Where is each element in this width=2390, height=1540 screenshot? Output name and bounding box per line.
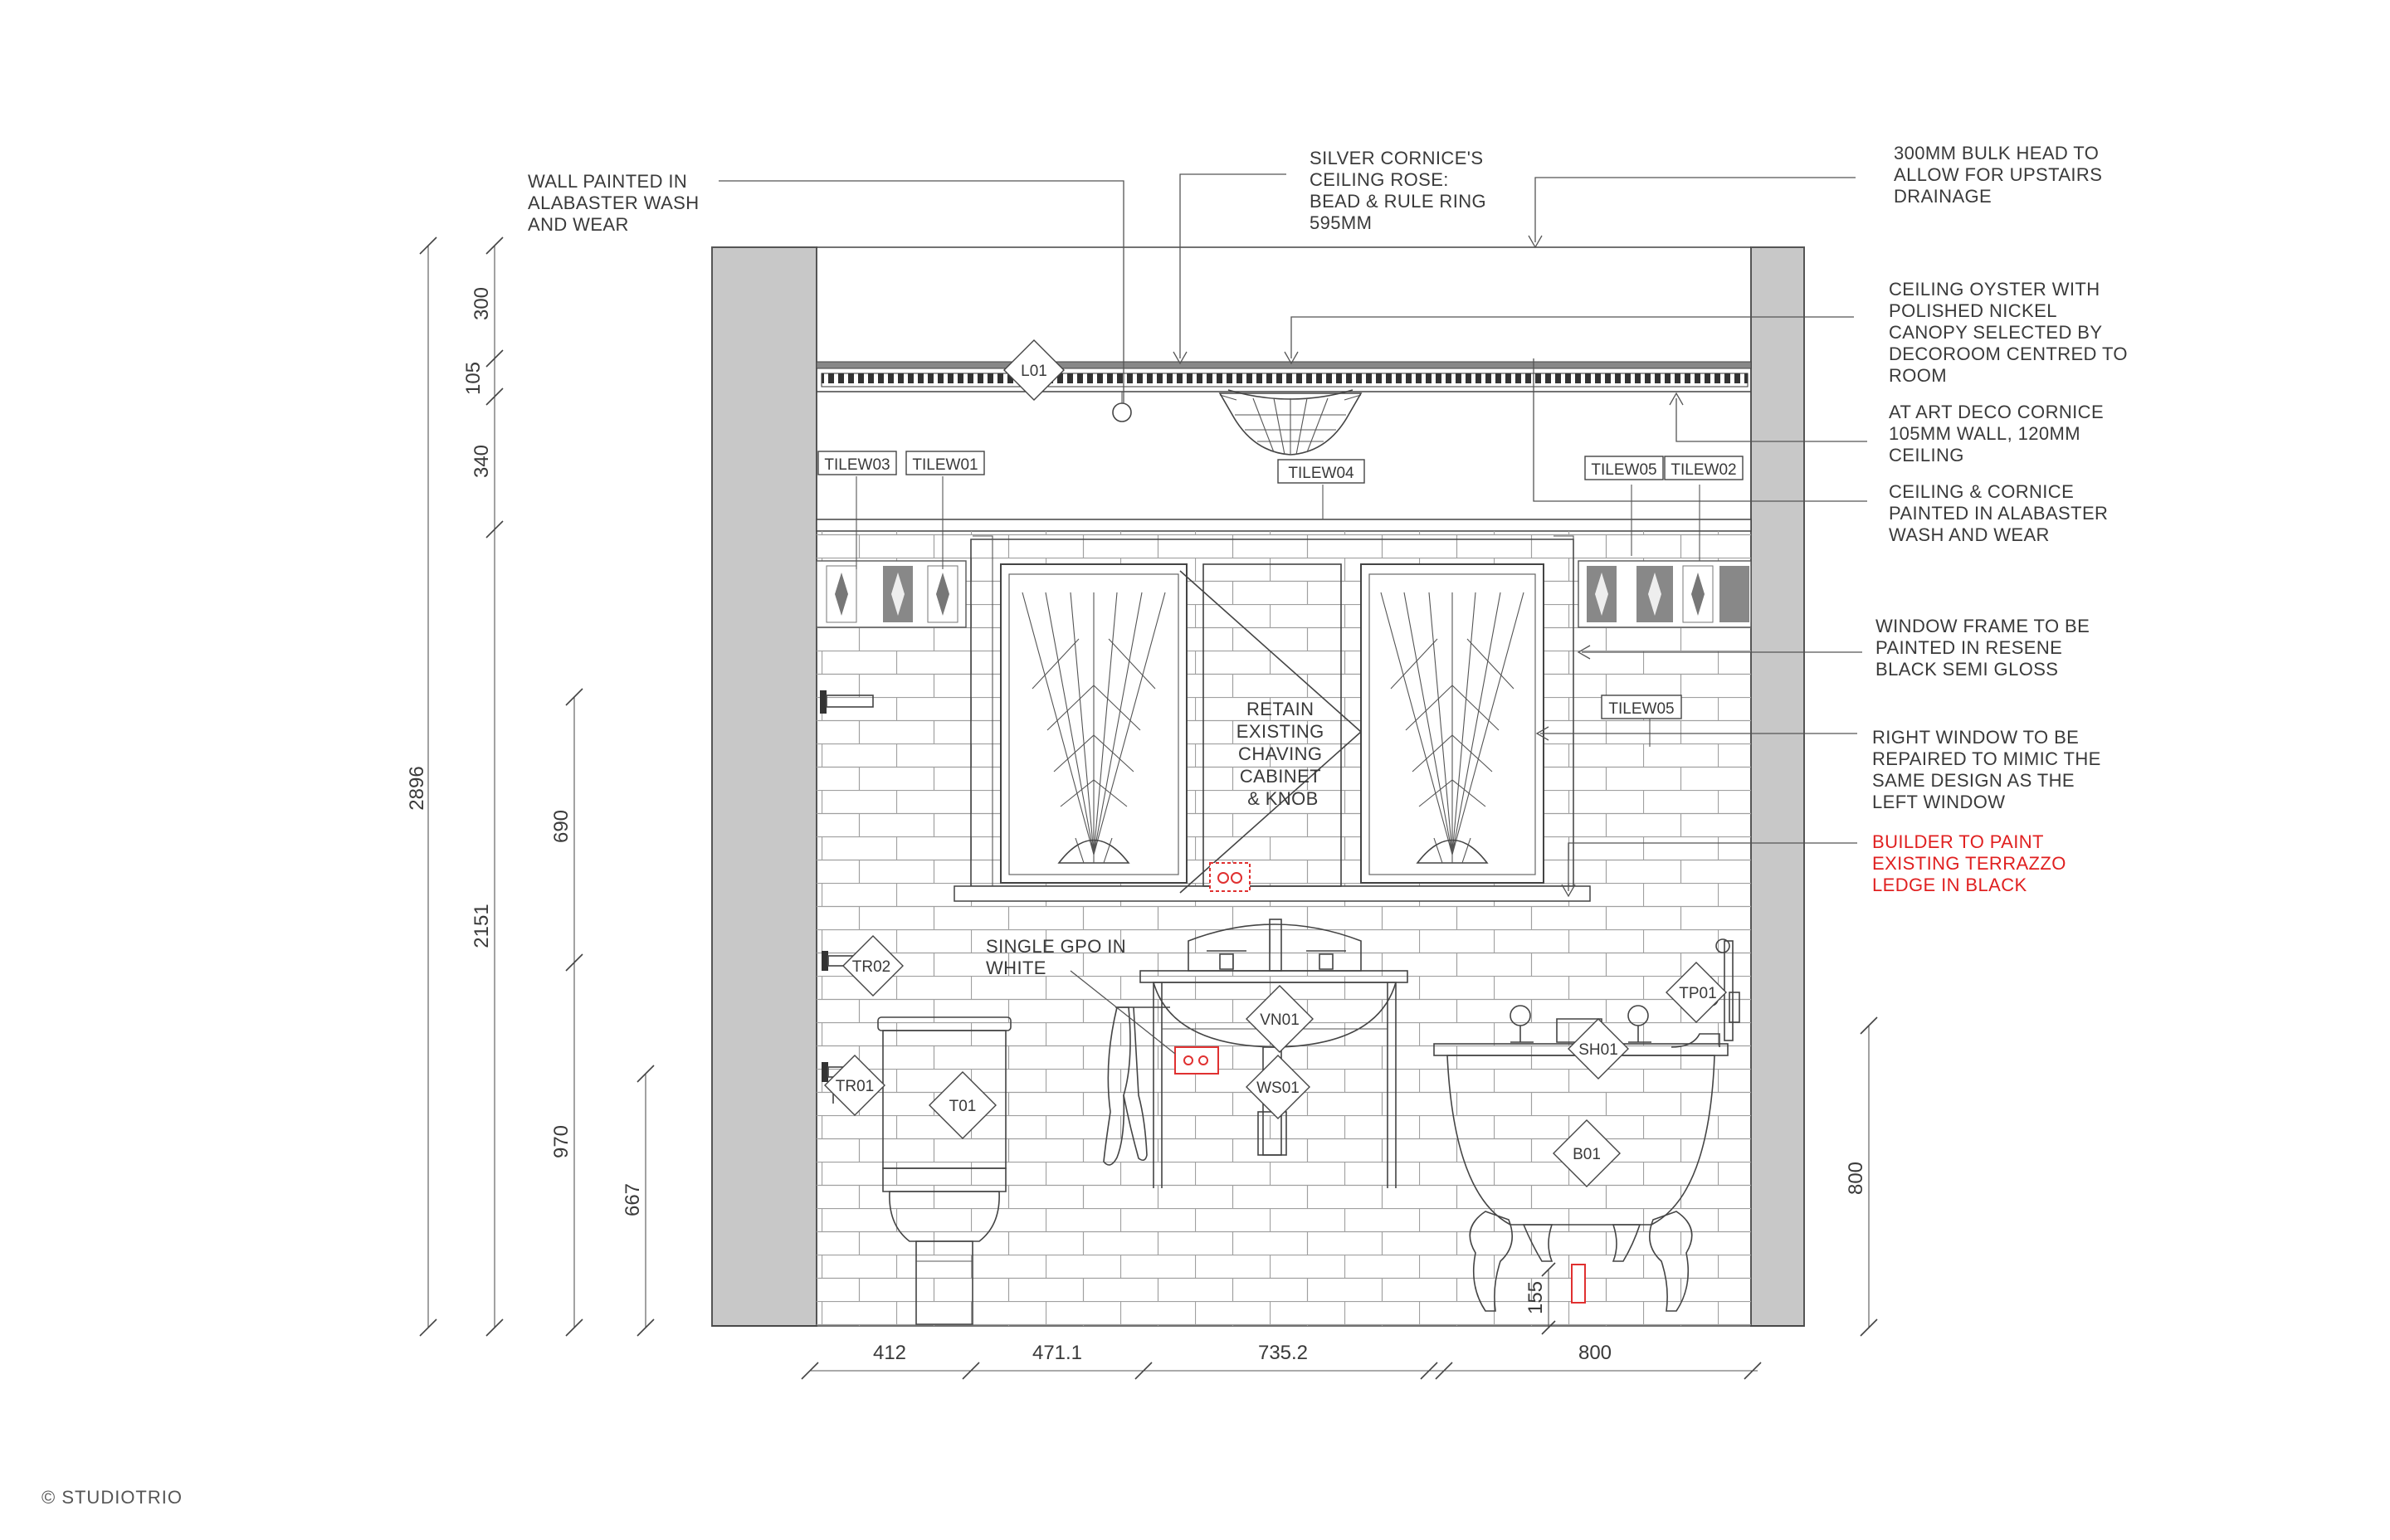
tag-sh01: SH01 — [1578, 1041, 1618, 1059]
dim-height-690: 690 — [550, 809, 573, 844]
right-wall-section — [1751, 247, 1804, 1326]
left-deco-window — [1001, 564, 1187, 883]
note-ceiling-cornice-paint: CEILING & CORNICE PAINTED IN ALABASTER WASH AND WEAR — [1889, 481, 2109, 545]
right-deco-window — [1361, 564, 1544, 883]
cabinet-power-outlet — [1210, 863, 1250, 891]
tag-t01: T01 — [949, 1098, 977, 1115]
copyright-label: © STUDIOTRIO — [41, 1487, 183, 1508]
tag-tr02: TR02 — [851, 958, 891, 976]
deco-tile-band-left — [817, 561, 966, 627]
dim-height-340: 340 — [471, 444, 493, 479]
note-ceiling-oyster: CEILING OYSTER WITH POLISHED NICKEL CANOPY SELECTED BY DECOROOM CENTRED TO ROOM — [1889, 279, 2128, 386]
tag-tilew01: TILEW01 — [912, 456, 978, 474]
tag-tilew05-mid: TILEW05 — [1608, 700, 1675, 718]
dim-width-471: 471.1 — [1032, 1342, 1083, 1364]
note-art-deco-cornice: AT ART DECO CORNICE 105MM WALL, 120MM CEILING — [1889, 402, 2105, 465]
tag-tr01: TR01 — [835, 1078, 875, 1095]
deco-tile-band-right — [1578, 561, 1751, 627]
tag-vn01: VN01 — [1260, 1011, 1300, 1029]
note-gpo: SINGLE GPO IN WHITE — [986, 936, 1127, 978]
tag-tilew02: TILEW02 — [1671, 461, 1737, 479]
tag-tilew04: TILEW04 — [1288, 465, 1354, 482]
tag-b01: B01 — [1573, 1146, 1601, 1163]
dim-height-155: 155 — [1524, 1280, 1547, 1315]
tag-tp01: TP01 — [1679, 985, 1717, 1002]
ceiling-oyster-light — [1220, 393, 1361, 455]
tag-l01: L01 — [1021, 363, 1047, 380]
dim-width-412: 412 — [872, 1342, 907, 1364]
note-bulkhead: 300MM BULK HEAD TO ALLOW FOR UPSTAIRS DRAINAGE — [1894, 143, 2103, 207]
note-builder-ledge: BUILDER TO PAINT EXISTING TERRAZZO LEDGE IN BLACK — [1872, 831, 2066, 895]
dim-height-667: 667 — [622, 1182, 644, 1217]
upper-trim — [817, 519, 1751, 531]
dim-height-2151: 2151 — [471, 904, 493, 948]
art-deco-cornice — [817, 362, 1751, 392]
note-cornice-rose: SILVER CORNICE'S CEILING ROSE: BEAD & RULE RING 595MM — [1310, 148, 1487, 233]
dim-height-105: 105 — [462, 361, 485, 396]
left-wall-section — [712, 247, 817, 1326]
single-gpo-outlet — [1175, 1047, 1218, 1074]
dim-height-300: 300 — [471, 286, 493, 321]
tag-tilew03: TILEW03 — [824, 456, 890, 474]
note-shaving-cabinet: RETAIN EXISTING CHAVING CABINET & KNOB — [1236, 699, 1324, 809]
note-right-window: RIGHT WINDOW TO BE REPAIRED TO MIMIC THE SAME DESIGN AS THE LEFT WINDOW — [1872, 727, 2101, 812]
dim-height-970: 970 — [550, 1124, 573, 1159]
tiled-wall — [817, 531, 1751, 1326]
note-wall-paint: WALL PAINTED IN ALABASTER WASH AND WEAR — [528, 171, 700, 235]
tag-tilew05-top: TILEW05 — [1591, 461, 1657, 479]
dim-height-800: 800 — [1845, 1161, 1867, 1196]
tag-ws01: WS01 — [1256, 1079, 1300, 1097]
dim-width-735: 735.2 — [1257, 1342, 1309, 1364]
dim-height-total: 2896 — [406, 766, 428, 811]
pendant-point — [1113, 403, 1131, 422]
note-window-frame: WINDOW FRAME TO BE PAINTED IN RESENE BLACK SEMI GLOSS — [1875, 616, 2090, 680]
dim-width-800: 800 — [1578, 1342, 1612, 1364]
